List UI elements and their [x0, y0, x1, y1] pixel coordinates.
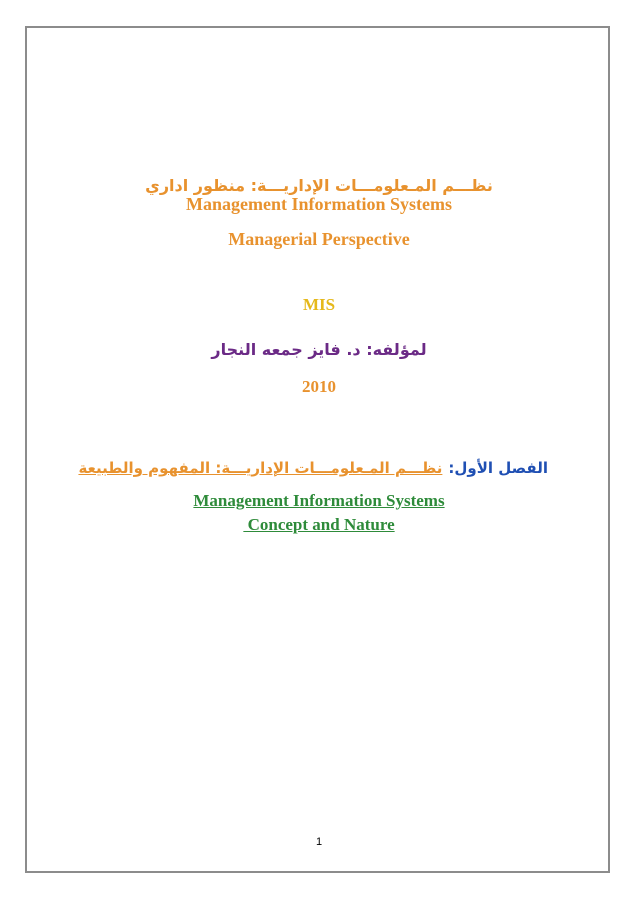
chapter-english-title: Management Information Systems — [193, 491, 445, 510]
chapter-heading — [78, 459, 548, 477]
chapter-label: الفصل الأول: — [448, 459, 548, 477]
publication-year: 2010 — [302, 377, 336, 396]
page-number: 1 — [315, 836, 323, 848]
english-book-title: Management Information Systems — [186, 194, 452, 214]
page-border — [25, 26, 610, 873]
abbreviation-label: MIS — [302, 295, 336, 314]
chapter-arabic-title: نظـــم المـعلومـــات الإداريـــة: المفهوم والطبيعة — [78, 459, 443, 477]
arabic-book-title: نظـــم المـعلومـــات الإداريـــة: منظور اداري — [145, 176, 493, 195]
author-line: لمؤلفه: د. فايز جمعه النجار — [211, 340, 427, 359]
english-book-subtitle: Managerial Perspective — [228, 229, 410, 249]
chapter-english-subtitle: Concept and Nature — [243, 515, 395, 534]
